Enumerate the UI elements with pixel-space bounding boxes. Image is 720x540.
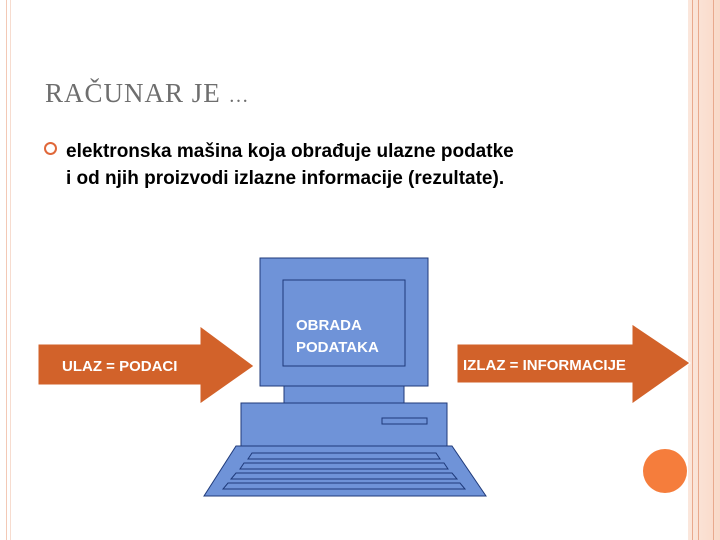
bullet-line-1: elektronska mašina koja obrađuje ulazne podatke [66, 141, 514, 162]
processing-label-line-1: OBRADA [296, 317, 362, 334]
keyboard-key-row [248, 453, 440, 459]
bullet-line-2: i od njih proizvodi izlazne informacije (rezultate). [66, 168, 505, 189]
decorative-orange-circle [643, 449, 687, 493]
monitor-stand [284, 386, 404, 403]
input-arrow-label: ULAZ = PODACI [62, 358, 178, 375]
processing-label-line-2: PODATAKA [296, 339, 379, 356]
keyboard-key-row [240, 463, 448, 469]
slide-title-ellipsis: … [228, 85, 250, 107]
slide-title-text: RAČUNAR JE [45, 78, 221, 108]
keyboard-key-row [223, 483, 465, 489]
disk-drive-slot [382, 418, 427, 424]
keyboard-key-row [231, 473, 457, 479]
output-arrow-label: IZLAZ = INFORMACIJE [463, 357, 626, 374]
